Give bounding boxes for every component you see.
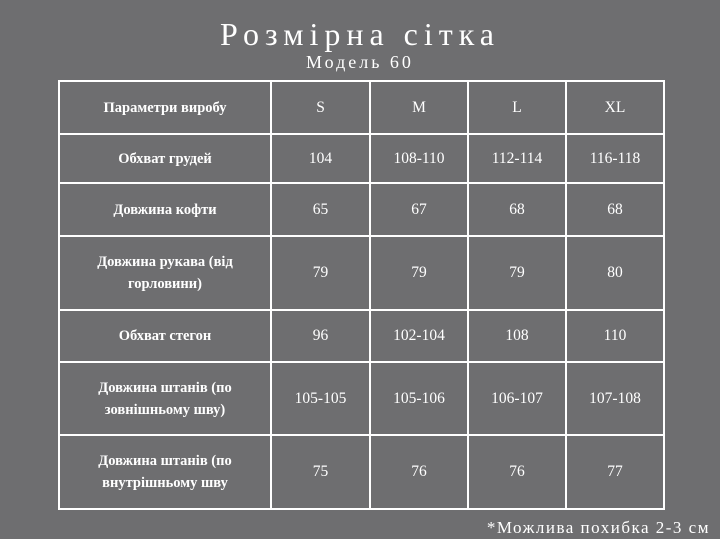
header-cell-size-s: S bbox=[271, 81, 370, 134]
table-cell: 105-105 bbox=[271, 362, 370, 435]
table-header-row bbox=[59, 81, 664, 134]
row-label: Довжина штанів (по зовнішньому шву) bbox=[59, 362, 271, 435]
table-cell: 116-118 bbox=[566, 134, 664, 183]
table-cell: 108 bbox=[468, 310, 566, 362]
header-cell-size-l: L bbox=[468, 81, 566, 134]
page-title: Розмірна сітка bbox=[220, 16, 500, 52]
table-cell: 79 bbox=[271, 236, 370, 310]
table-cell: 80 bbox=[566, 236, 664, 310]
row-label: Довжина рукава (від горловини) bbox=[59, 236, 271, 310]
table-cell: 96 bbox=[271, 310, 370, 362]
table-cell: 102-104 bbox=[370, 310, 468, 362]
row-label: Довжина штанів (по внутрішньому шву bbox=[59, 435, 271, 509]
table-row bbox=[59, 435, 664, 509]
row-label: Обхват грудей bbox=[59, 134, 271, 183]
table-cell: 68 bbox=[468, 183, 566, 236]
table-cell: 105-106 bbox=[370, 362, 468, 435]
table-cell: 67 bbox=[370, 183, 468, 236]
table-cell: 112-114 bbox=[468, 134, 566, 183]
page-subtitle: Модель 60 bbox=[306, 52, 414, 72]
table-row bbox=[59, 362, 664, 435]
table-cell: 76 bbox=[468, 435, 566, 509]
header-cell-size-m: M bbox=[370, 81, 468, 134]
header-cell-size-xl: XL bbox=[566, 81, 664, 134]
table-cell: 76 bbox=[370, 435, 468, 509]
table-cell: 108-110 bbox=[370, 134, 468, 183]
table-row bbox=[59, 183, 664, 236]
table-cell: 68 bbox=[566, 183, 664, 236]
table-cell: 65 bbox=[271, 183, 370, 236]
table-row bbox=[59, 310, 664, 362]
size-table bbox=[58, 80, 665, 510]
row-label: Обхват стегон bbox=[59, 310, 271, 362]
table-cell: 75 bbox=[271, 435, 370, 509]
footnote: *Можлива похибка 2-3 см bbox=[486, 518, 710, 537]
table-row bbox=[59, 236, 664, 310]
table-cell: 107-108 bbox=[566, 362, 664, 435]
table-cell: 79 bbox=[370, 236, 468, 310]
header-cell-parameters: Параметри виробу bbox=[59, 81, 271, 134]
table-row bbox=[59, 134, 664, 183]
table-cell: 79 bbox=[468, 236, 566, 310]
table-cell: 106-107 bbox=[468, 362, 566, 435]
table-cell: 104 bbox=[271, 134, 370, 183]
table-cell: 110 bbox=[566, 310, 664, 362]
table-cell: 77 bbox=[566, 435, 664, 509]
row-label: Довжина кофти bbox=[59, 183, 271, 236]
